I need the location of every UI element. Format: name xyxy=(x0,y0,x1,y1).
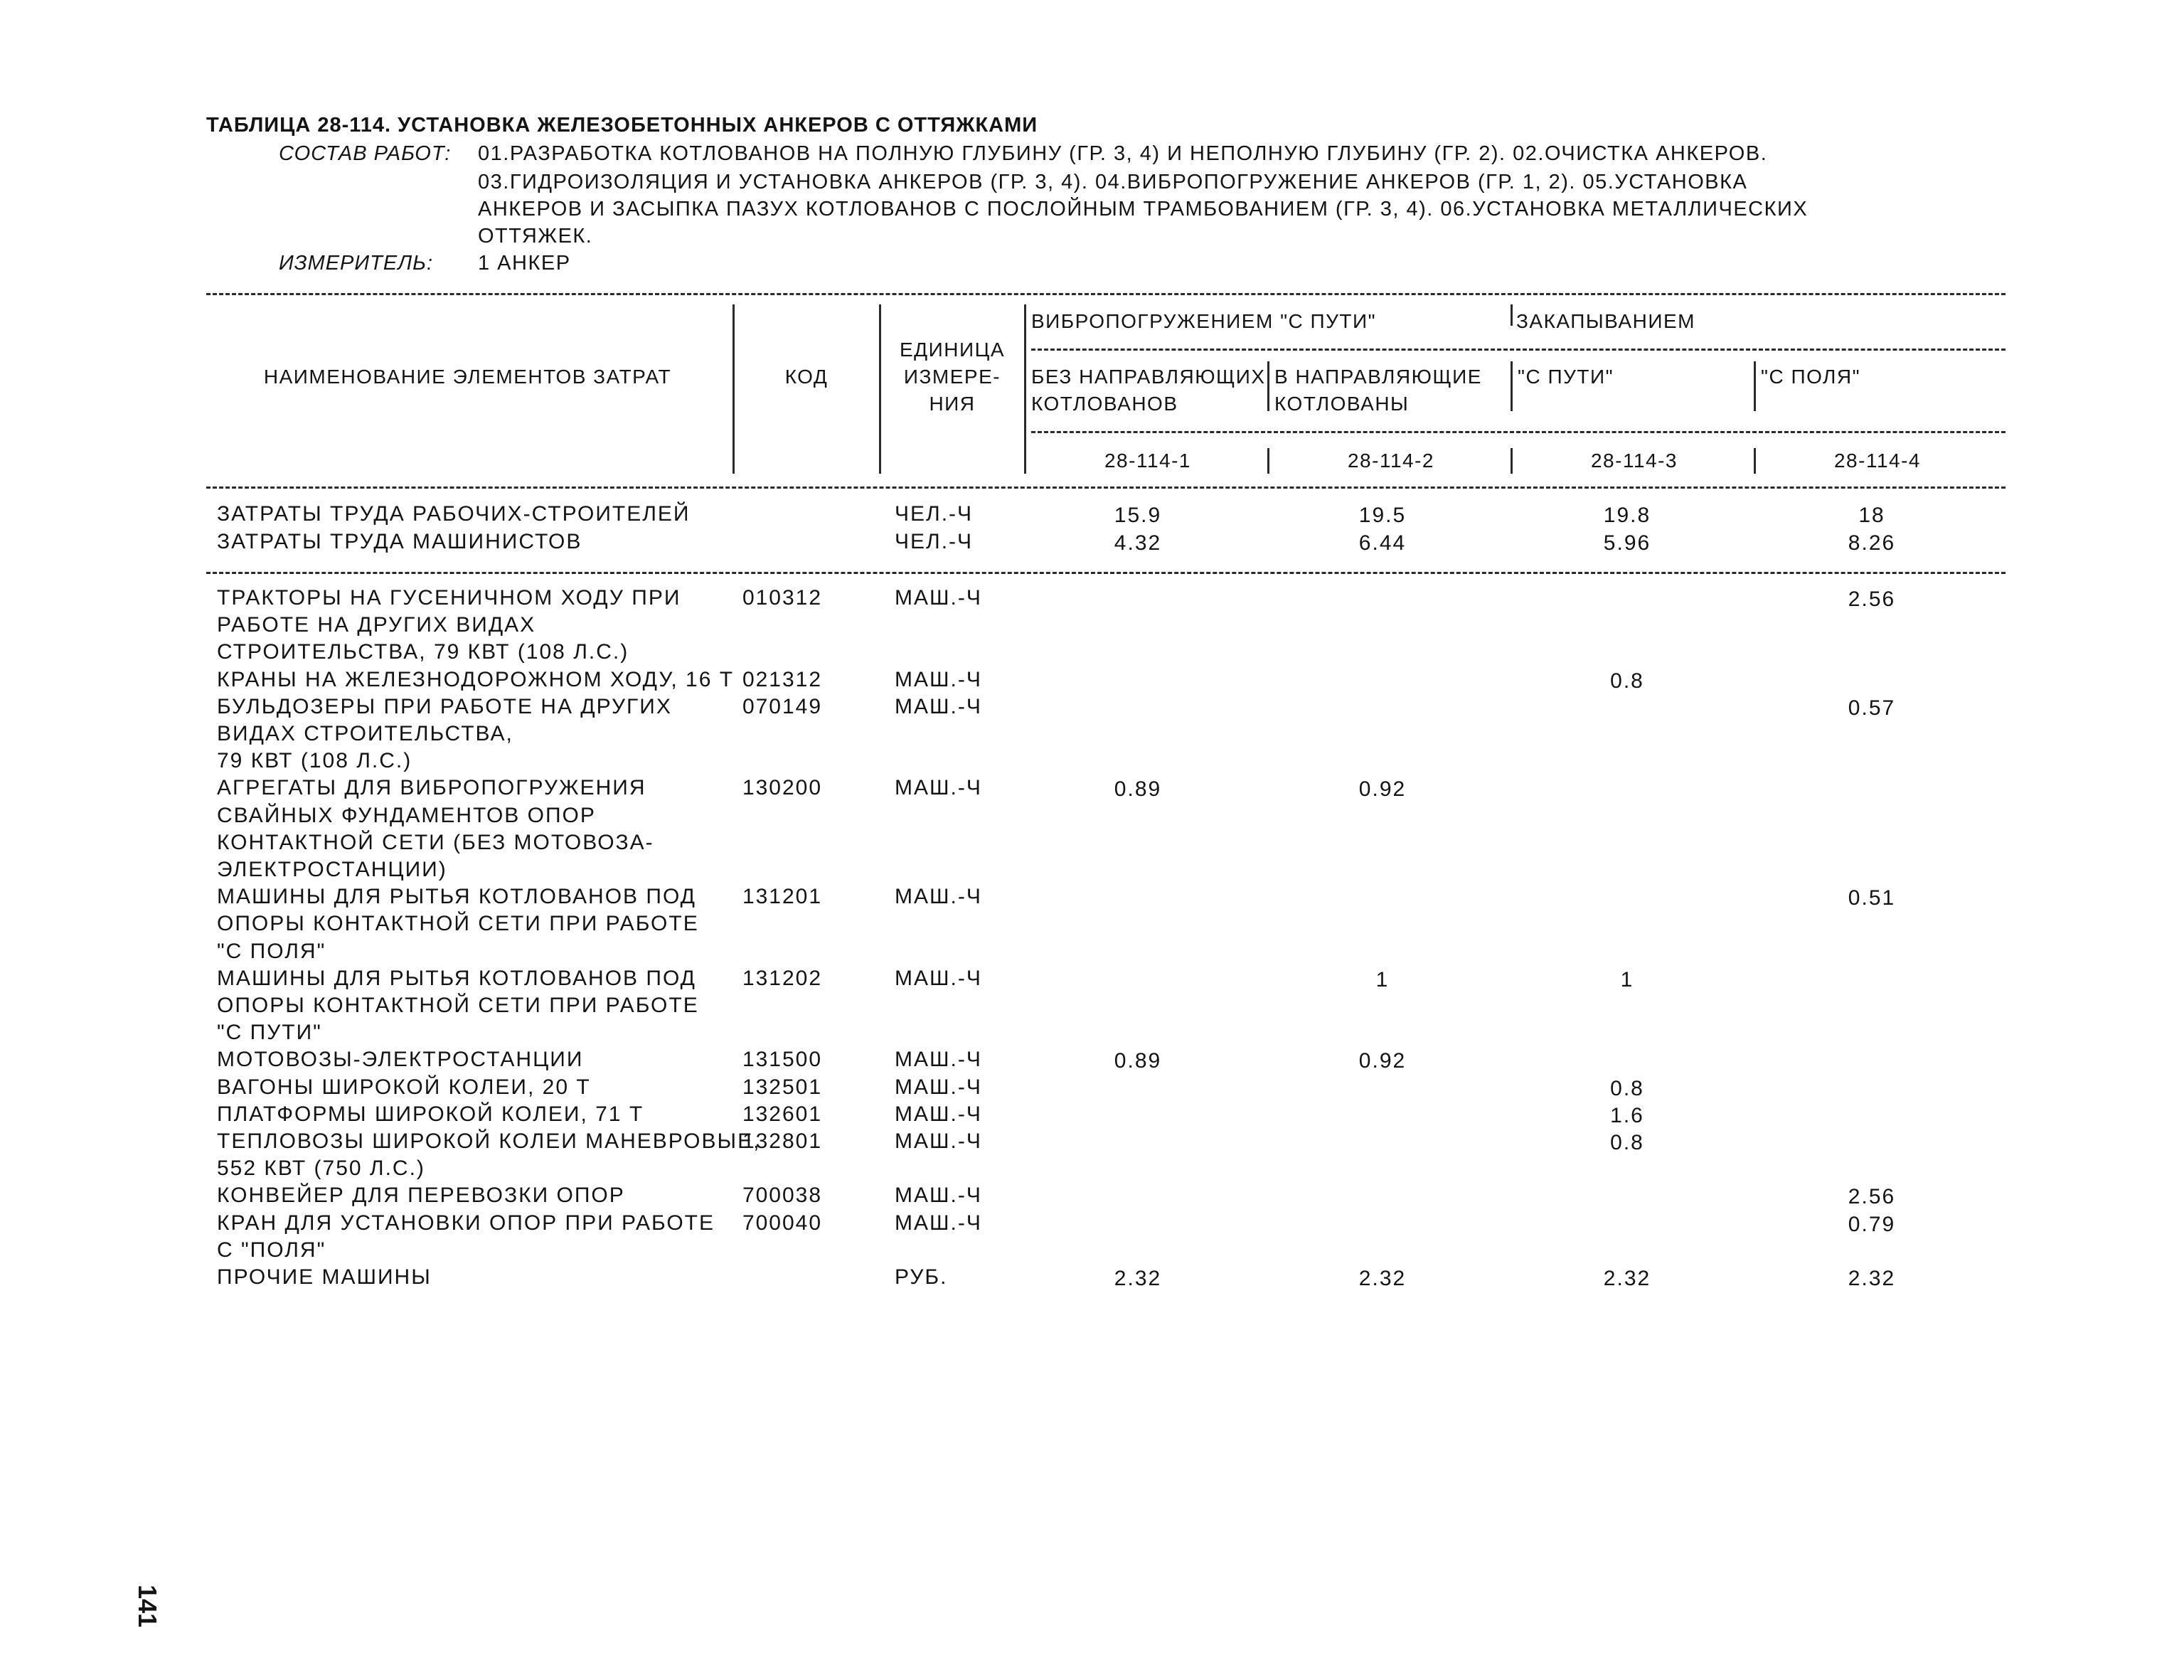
row-name-line: ВИДАХ СТРОИТЕЛЬСТВА, xyxy=(217,722,513,745)
row-name-line: ОПОРЫ КОНТАКТНОЙ СЕТИ ПРИ РАБОТЕ xyxy=(217,912,699,936)
work-composition-line: 03.ГИДРОИЗОЛЯЦИЯ И УСТАНОВКА АНКЕРОВ (ГР. 3, 4). 04.ВИБРОПОГРУЖЕНИЕ АНКЕРОВ (ГР. 1, 2). 05.УСТАНОВКА xyxy=(478,171,1748,193)
row-name-line: ТРАКТОРЫ НА ГУСЕНИЧНОМ ХОДУ ПРИ xyxy=(217,586,681,610)
row-value: 2.32 xyxy=(1848,1267,1896,1290)
row-name-line: МАШИНЫ ДЛЯ РЫТЬЯ КОТЛОВАНОВ ПОД xyxy=(217,966,696,990)
row-code: 021312 xyxy=(742,667,823,691)
row-name-line: 552 КВТ (750 Л.С.) xyxy=(217,1157,425,1181)
header-group-dig: ЗАКАПЫВАНИЕМ xyxy=(1516,310,1695,332)
row-unit: МАШ.-Ч xyxy=(895,694,982,718)
header-name-column: НАИМЕНОВАНИЕ ЭЛЕМЕНТОВ ЗАТРАТ xyxy=(263,366,672,388)
row-name-line: БУЛЬДОЗЕРЫ ПРИ РАБОТЕ НА ДРУГИХ xyxy=(217,694,672,718)
header-sub1-line: КОТЛОВАНОВ xyxy=(1031,393,1178,415)
row-unit: МАШ.-Ч xyxy=(895,776,982,800)
row-value: 19.8 xyxy=(1603,504,1651,527)
row-value: 1.6 xyxy=(1610,1103,1644,1127)
column-separator xyxy=(1511,304,1513,326)
row-value: 0.79 xyxy=(1848,1212,1896,1236)
row-value: 5.96 xyxy=(1603,531,1651,555)
meter-value: 1 АНКЕР xyxy=(478,252,571,275)
header-code-column: КОД xyxy=(784,366,829,388)
row-name-line: КРАН ДЛЯ УСТАНОВКИ ОПОР ПРИ РАБОТЕ xyxy=(217,1211,715,1235)
row-value: 15.9 xyxy=(1114,504,1162,527)
row-value: 0.51 xyxy=(1848,886,1896,910)
row-value: 0.8 xyxy=(1610,1131,1644,1154)
row-code: 010312 xyxy=(742,586,823,610)
row-code: 131500 xyxy=(742,1048,823,1072)
header-group-vibro: ВИБРОПОГРУЖЕНИЕМ "С ПУТИ" xyxy=(1031,310,1377,332)
row-name-line: ПЛАТФОРМЫ ШИРОКОЙ КОЛЕИ, 71 Т xyxy=(217,1102,644,1126)
row-code: 132801 xyxy=(742,1129,823,1153)
row-name-line: МОТОВОЗЫ-ЭЛЕКТРОСТАНЦИИ xyxy=(217,1048,584,1072)
row-unit: МАШ.-Ч xyxy=(895,1102,982,1126)
row-code: 130200 xyxy=(742,776,823,800)
header-unit-line: НИЯ xyxy=(929,393,976,415)
row-unit: МАШ.-Ч xyxy=(895,885,982,909)
row-name-line: КРАНЫ НА ЖЕЛЕЗНОДОРОЖНОМ ХОДУ, 16 Т xyxy=(217,667,735,691)
row-code: 132601 xyxy=(742,1102,823,1126)
work-composition-line: 01.РАЗРАБОТКА КОТЛОВАНОВ НА ПОЛНУЮ ГЛУБИНУ (ГР. 3, 4) И НЕПОЛНУЮ ГЛУБИНУ (ГР. 2). 02.ОЧИСТКА АНКЕРОВ. xyxy=(478,142,1768,165)
column-separator xyxy=(1267,361,1269,411)
row-value: 1 xyxy=(1375,967,1390,991)
row-name-line: ЭЛЕКТРОСТАНЦИИ) xyxy=(217,858,447,881)
row-name-line: КОНТАКТНОЙ СЕТИ (БЕЗ МОТОВОЗА- xyxy=(217,830,654,854)
column-separator xyxy=(879,304,881,474)
row-code: 131202 xyxy=(742,966,823,990)
row-code: 132501 xyxy=(742,1075,823,1099)
row-value: 0.92 xyxy=(1358,1049,1407,1073)
row-value: 0.8 xyxy=(1610,1076,1644,1100)
row-name-line: ЗАТРАТЫ ТРУДА РАБОЧИХ-СТРОИТЕЛЕЙ xyxy=(217,502,691,526)
row-unit: МАШ.-Ч xyxy=(895,1048,982,1072)
row-value: 2.32 xyxy=(1114,1267,1162,1290)
page-number: 141 xyxy=(133,1585,162,1628)
row-code: 070149 xyxy=(742,694,823,718)
row-unit: МАШ.-Ч xyxy=(895,966,982,990)
row-value: 0.57 xyxy=(1848,696,1896,720)
header-unit-line: ИЗМЕРЕ- xyxy=(903,366,1001,388)
row-name-line: С "ПОЛЯ" xyxy=(217,1238,326,1262)
row-name-line: АГРЕГАТЫ ДЛЯ ВИБРОПОГРУЖЕНИЯ xyxy=(217,776,646,800)
row-code: 700040 xyxy=(742,1211,823,1235)
header-sub2-line: В НАПРАВЛЯЮЩИЕ xyxy=(1274,366,1482,388)
header-unit-line: ЕДИНИЦА xyxy=(900,339,1005,361)
row-unit: МАШ.-Ч xyxy=(895,1184,982,1208)
row-value: 2.56 xyxy=(1848,1185,1896,1209)
meter-label: ИЗМЕРИТЕЛЬ: xyxy=(279,252,434,275)
work-composition-line: ОТТЯЖЕК. xyxy=(478,225,593,248)
row-code: 131201 xyxy=(742,885,823,909)
header-sub4: "С ПОЛЯ" xyxy=(1761,366,1861,388)
work-composition-label: СОСТАВ РАБОТ: xyxy=(279,142,452,165)
row-name-line: ТЕПЛОВОЗЫ ШИРОКОЙ КОЛЕИ МАНЕВРОВЫЕ, xyxy=(217,1129,761,1153)
row-value: 2.56 xyxy=(1848,588,1896,611)
column-separator xyxy=(1024,304,1026,474)
row-name-line: ПРОЧИЕ МАШИНЫ xyxy=(217,1265,432,1289)
column-code-3: 28-114-3 xyxy=(1590,450,1678,472)
row-name-line: РАБОТЕ НА ДРУГИХ ВИДАХ xyxy=(217,613,536,637)
row-name-line: 79 КВТ (108 Л.С.) xyxy=(217,749,412,773)
work-composition-line: АНКЕРОВ И ЗАСЫПКА ПАЗУХ КОТЛОВАНОВ С ПОСЛОЙНЫМ ТРАМБОВАНИЕМ (ГР. 3, 4). 06.УСТАНОВКА МЕТАЛЛИЧЕСКИХ xyxy=(478,198,1809,220)
row-name-line: ЗАТРАТЫ ТРУДА МАШИНИСТОВ xyxy=(217,530,582,553)
column-separator xyxy=(1754,361,1756,411)
row-name-line: СВАЙНЫХ ФУНДАМЕНТОВ ОПОР xyxy=(217,803,596,827)
row-value: 6.44 xyxy=(1358,531,1407,555)
row-unit: РУБ. xyxy=(895,1265,948,1289)
divider-line xyxy=(206,487,2005,489)
row-value: 2.32 xyxy=(1358,1267,1407,1290)
row-name-line: СТРОИТЕЛЬСТВА, 79 КВТ (108 Л.С.) xyxy=(217,640,629,664)
row-value: 0.89 xyxy=(1114,1049,1162,1073)
table-title: ТАБЛИЦА 28-114. УСТАНОВКА ЖЕЛЕЗОБЕТОННЫХ АНКЕРОВ С ОТТЯЖКАМИ xyxy=(206,114,1038,137)
divider-line xyxy=(1031,431,2005,433)
row-name-line: ВАГОНЫ ШИРОКОЙ КОЛЕИ, 20 Т xyxy=(217,1075,591,1099)
row-name-line: "С ПУТИ" xyxy=(217,1021,322,1045)
row-unit: ЧЕЛ.-Ч xyxy=(895,502,974,526)
row-name-line: КОНВЕЙЕР ДЛЯ ПЕРЕВОЗКИ ОПОР xyxy=(217,1184,625,1208)
header-sub1-line: БЕЗ НАПРАВЛЯЮЩИХ xyxy=(1031,366,1266,388)
row-unit: МАШ.-Ч xyxy=(895,586,982,610)
column-separator xyxy=(1511,361,1513,411)
row-value: 0.8 xyxy=(1610,669,1644,693)
divider-line xyxy=(206,572,2005,574)
row-unit: МАШ.-Ч xyxy=(895,1129,982,1153)
row-name-line: "С ПОЛЯ" xyxy=(217,939,326,963)
row-unit: МАШ.-Ч xyxy=(895,667,982,691)
row-unit: МАШ.-Ч xyxy=(895,1075,982,1099)
column-code-4: 28-114-4 xyxy=(1833,450,1921,472)
row-value: 8.26 xyxy=(1848,531,1896,555)
divider-line xyxy=(1031,349,2005,351)
row-value: 2.32 xyxy=(1603,1267,1651,1290)
row-name-line: ОПОРЫ КОНТАКТНОЙ СЕТИ ПРИ РАБОТЕ xyxy=(217,994,699,1017)
row-name-line: МАШИНЫ ДЛЯ РЫТЬЯ КОТЛОВАНОВ ПОД xyxy=(217,885,696,909)
column-separator xyxy=(733,304,735,474)
divider-line xyxy=(206,293,2005,295)
header-sub3: "С ПУТИ" xyxy=(1518,366,1614,388)
row-value: 0.92 xyxy=(1358,777,1407,802)
row-value: 18 xyxy=(1858,504,1885,527)
column-code-2: 28-114-2 xyxy=(1347,450,1434,472)
column-code-1: 28-114-1 xyxy=(1104,450,1191,472)
row-code: 700038 xyxy=(742,1184,823,1208)
header-sub2-line: КОТЛОВАНЫ xyxy=(1274,393,1410,415)
row-unit: МАШ.-Ч xyxy=(895,1211,982,1235)
row-value: 4.32 xyxy=(1114,531,1162,555)
row-value: 1 xyxy=(1620,967,1634,991)
row-value: 0.89 xyxy=(1114,777,1162,802)
row-value: 19.5 xyxy=(1358,504,1407,527)
row-unit: ЧЕЛ.-Ч xyxy=(895,530,974,553)
